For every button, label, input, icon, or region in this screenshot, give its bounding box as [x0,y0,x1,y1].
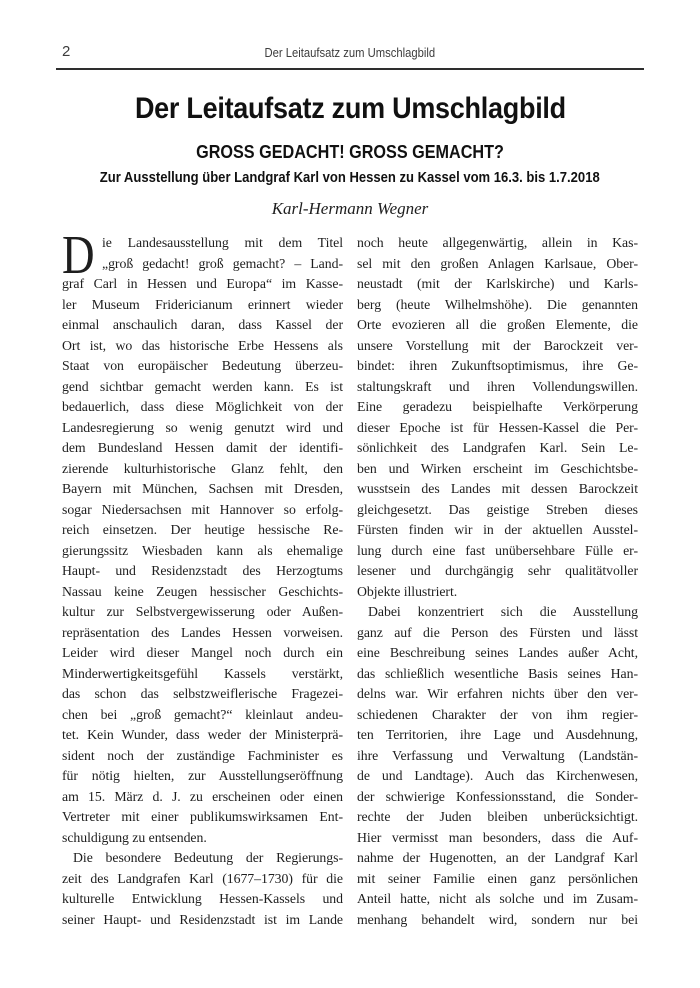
text-line: der schwierige Konfessionsstand, die Sonder- [357,788,638,804]
text-line: Vertreter mit einer publikumswirksamen Ent- [62,809,343,824]
text-line: dem Bundesland Hessen damit der identifi- [62,440,343,455]
text-line: kulturelle Entwicklung Hessen-Kassels und [62,891,343,906]
text-line: repräsentation des Landes Hessen vorweisen. [62,624,343,640]
text-line: dieser Epoche ist für Hessen-Kassel die Per- [357,419,638,435]
header-rule [56,68,644,70]
text-line: reich einsetzen. Der heutige hessische Re- [62,522,343,537]
article-title-text: Der Leitaufsatz zum Umschlagbild [134,92,566,125]
text-line: Hier vermisst man besonders, dass die Auf- [357,829,638,845]
text-line: ler Museum Fridericianum erinnert wieder [62,296,343,312]
text-line: ie Landesausstellung mit dem Titel [102,235,343,250]
text-line: „groß gedacht! groß gemacht? – Land- [102,255,343,271]
text-line: graf Carl in Hessen und Europa“ im Kasse- [62,276,343,291]
text-line: bedauerlich, dass diese Möglichkeit von der [62,399,343,414]
text-line: delns war. Wir erfahren nichts über den ver- [357,686,638,701]
text-line: für nötig hielten, zur Ausstellungseröffnung [62,768,343,783]
text-line: unsere Vorstellung mit der Barockzeit ver- [357,337,638,353]
text-line: zierende kulturhistorische Glanz fehlt, den [62,460,343,476]
text-line: Fürsten finden wir in der aktuellen Ausstel- [357,522,638,537]
text-line: Eine geradezu beispielhafte Verkörperung [357,399,638,414]
article-subtitle [0,142,700,163]
text-line: ihre Verfassung und Verwaltung (Landstän- [357,747,638,763]
text-line: zeit des Landgrafen Karl (1677–1730) für die [62,870,343,886]
text-line: ten Territorien, ihre Lage und Ausdehnung, [357,727,638,742]
exhibition-info-text: Zur Ausstellung über Landgraf Karl von Hessen zu Kassel vom 16.3. bis 1.7.2018 [100,170,600,186]
text-line: ben und Wirken erscheint im Geschichtsbe- [357,460,638,476]
right-column [357,233,638,930]
text-line: chen bei „groß gemacht?“ kleinlaut andeu- [62,706,343,722]
text-line: das schon das selbstzweiflerische Fragezei- [62,686,343,701]
text-line: Orte evozieren all die großen Elemente, die [357,317,638,332]
text-line: Bayern mit München, Sachsen mit Dresden, [62,481,343,496]
text-line: schuldigung zu entsenden. [62,829,207,845]
text-line: wusstsein des Landes mit dessen Barockzeit [357,481,638,496]
text-line: Haupt- und Residenzstadt des Herzogtums [62,563,343,578]
text-line: Ort ist, wo das historische Erbe Hessens als [62,337,343,353]
text-line: ganz auf die Person des Fürsten und lässt [357,624,638,640]
text-line: menhang behandelt wird, sondern nur bei [357,911,638,927]
text-line: am 15. März d. J. zu erscheinen oder einen [62,788,343,804]
page-number: 2 [62,43,71,60]
text-line: rechte der Juden bleiben unberücksichtigt. [357,809,638,824]
text-line: Nassau keine Zeugen hessischer Geschichts- [62,583,343,599]
article-subtitle-text: GROSS GEDACHT! GROSS GEMACHT? [196,142,504,162]
text-line: Staat von europäischer Bedeutung überzeu- [62,358,343,373]
text-line: gleichgesetzt. Das geistige Streben dieses [357,501,638,517]
text-line: lung durch eine fast unübersehbare Fülle er- [357,542,638,558]
text-line: staltungskraft und ihren Vollendungswillen. [357,378,638,394]
page-header [56,43,644,63]
text-line: Objekte illustriert. [357,583,458,599]
dropcap: D [62,224,95,285]
text-line: lesener und durchgängig sehr qualitätvoller [357,563,638,578]
text-line: berg (heute Wilhelmshöhe). Die genannten [357,296,638,312]
text-line: Landesregierung so wenig genutzt wird und [62,419,343,435]
text-line: sönlichkeit des Landgrafen Karl. Sein Le- [357,440,638,455]
text-line: sident noch der zuständige Fachminister es [62,747,343,763]
text-line: sel mit den großen Anlagen Karlsaue, Ober- [357,255,638,271]
text-line: nahme der Hugenotten, an der Landgraf Karl [357,850,638,865]
text-line: das schließlich wesentliche Basis seines Han- [357,665,638,681]
article-body [62,224,638,930]
text-line: schiedenen Charakter der von ihm regier- [357,706,638,722]
text-line: Dabei konzentriert sich die Ausstellung [368,604,638,619]
text-line: noch heute allgegenwärtig, allein in Kas- [357,235,638,250]
text-line: gierungssitz Wiesbaden kann als ehemalige [62,542,343,558]
text-line: einmal anschaulich daran, dass Kassel der [62,317,343,332]
running-header [56,46,644,60]
author-name: Karl-Hermann Wegner [271,199,429,218]
left-column [62,224,343,930]
text-line: eine Beschreibung seines Landes außer Acht, [357,645,638,660]
text-line: bindet: ihren Zukunftsoptimismus, ihre Ge- [357,358,638,373]
exhibition-info [0,170,700,186]
text-line: tet. Kein Wunder, dass weder der Ministerprä- [62,727,343,742]
text-line: de und Landtage). Auch das Kirchenwesen, [357,768,638,783]
running-header-text: Der Leitaufsatz zum Umschlagbild [264,46,436,60]
text-line: gend sichtbar gemacht werden kann. Es ist [62,378,343,394]
text-line: sogar Niedersachsen mit Hannover so erfolg- [62,501,343,517]
text-line: seiner Haupt- und Residenzstadt ist im Lande [62,911,343,927]
text-line: Minderwertigkeitsgefühl Kassels verstärkt, [62,665,343,681]
text-line: Anteil hatte, nicht als solche und im Zusam- [357,891,638,906]
text-line: neustadt (mit der Karlskirche) und Karls- [357,276,638,291]
text-line: Leider wird dieser Mangel noch durch ein [62,645,343,660]
text-line: Die besondere Bedeutung der Regierungs- [73,850,343,865]
article-title [0,92,700,126]
text-line: mit seiner Familie einen ganz persönlichen [357,870,638,886]
text-line: kultur zur Selbstvergewisserung oder Außen- [62,604,343,619]
